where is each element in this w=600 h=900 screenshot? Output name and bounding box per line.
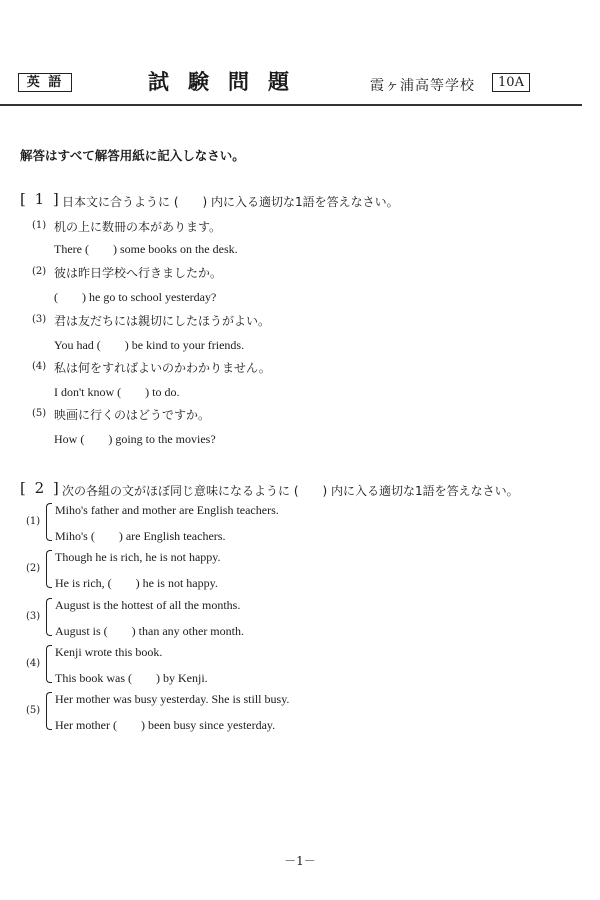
page-number: －1－ [284, 854, 316, 868]
s2-q3-sentence-a: August is the hottest of all the months. [55, 598, 241, 612]
s1-q4-number: (4) [32, 361, 47, 372]
s1-q2-number: (2) [32, 266, 47, 277]
s2-q3-sentence-b: August is ( ) than any other month. [55, 624, 244, 638]
s1-q5-japanese: 映画に行くのはどうですか。 [54, 408, 211, 422]
s2-q1-number: (1) [26, 516, 41, 527]
s2-q5-number: (5) [26, 705, 41, 716]
exam-code: 10A [492, 73, 530, 92]
s1-q4-japanese: 私は何をすればよいのかわかりません。 [54, 361, 271, 375]
s1-q4-english: I don't know ( ) to do. [54, 385, 180, 399]
general-instruction: 解答はすべて解答用紙に記入しなさい。 [20, 148, 245, 163]
section-1-directions: 日本文に合うように ( ) 内に入る適切な1語を答えなさい。 [62, 195, 399, 209]
s1-q5-english: How ( ) going to the movies? [54, 432, 216, 446]
s2-q4-brace [46, 645, 52, 683]
s1-q2-japanese: 彼は昨日学校へ行きましたか。 [54, 266, 223, 280]
s2-q2-sentence-b: He is rich, ( ) he is not happy. [55, 576, 218, 590]
s2-q3-number: (3) [26, 611, 41, 622]
s2-q2-sentence-a: Though he is rich, he is not happy. [55, 550, 221, 564]
section-2-directions: 次の各組の文がほぼ同じ意味になるように ( ) 内に入る適切な1語を答えなさい。 [62, 484, 519, 498]
s1-q1-english: There ( ) some books on the desk. [54, 242, 238, 256]
s2-q4-number: (4) [26, 658, 41, 669]
s2-q5-sentence-a: Her mother was busy yesterday. She is still busy. [55, 692, 290, 706]
section-1-number: [ 1 ] [20, 190, 61, 208]
header-divider [0, 104, 582, 106]
s2-q2-brace [46, 550, 52, 588]
subject-label: 英 語 [18, 73, 72, 92]
s2-q3-brace [46, 598, 52, 636]
s2-q5-brace [46, 692, 52, 730]
s1-q3-english: You had ( ) be kind to your friends. [54, 338, 245, 352]
s1-q1-japanese: 机の上に数冊の本があります。 [54, 220, 222, 234]
s2-q1-sentence-a: Miho's father and mother are English teachers. [55, 503, 279, 517]
s2-q1-brace [46, 503, 52, 541]
page-title: 試験問題 [148, 70, 308, 94]
s2-q4-sentence-b: This book was ( ) by Kenji. [55, 671, 208, 685]
s2-q5-sentence-b: Her mother ( ) been busy since yesterday. [55, 718, 276, 732]
section-2-number: [ 2 ] [20, 479, 61, 497]
s2-q2-number: (2) [26, 563, 41, 574]
s1-q3-number: (3) [32, 314, 47, 325]
s2-q1-sentence-b: Miho's ( ) are English teachers. [55, 529, 226, 543]
s2-q4-sentence-a: Kenji wrote this book. [55, 645, 163, 659]
s1-q5-number: (5) [32, 408, 47, 419]
s1-q3-japanese: 君は友だちには親切にしたほうがよい。 [54, 314, 271, 328]
s1-q2-english: ( ) he go to school yesterday? [54, 290, 217, 304]
s1-q1-number: (1) [32, 220, 47, 231]
school-name: 霞ヶ浦高等学校 [370, 78, 475, 94]
